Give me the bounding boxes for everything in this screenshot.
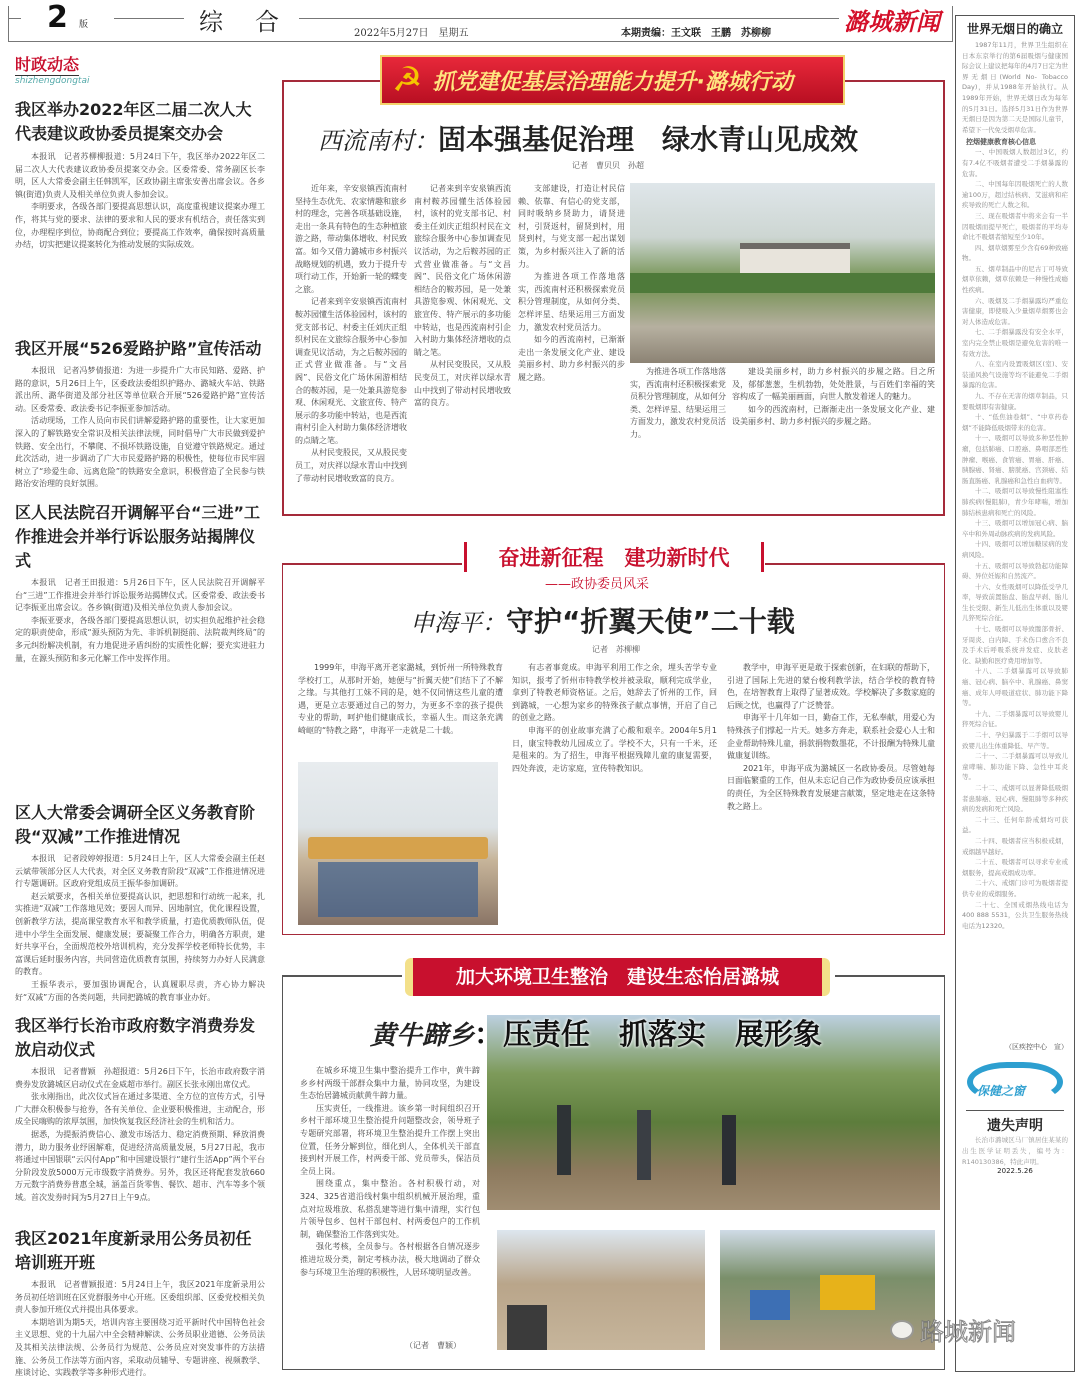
feature-3-headline	[370, 1012, 822, 1053]
feature-1-col-5	[732, 366, 935, 496]
sidebar-item: 十七、吸烟可以导致髋部骨折、牙周炎、白内障、手术伤口愈合不良及手术后呼吸系统并发症、皮肤老化、缺勤和医疗费用增加等。	[962, 625, 1068, 665]
divider	[282, 975, 402, 977]
sidebar-item: 二十五、吸烟者可以寻求专业戒烟服务，提高戒烟成功率。	[962, 858, 1068, 877]
paragraph: 记者来到辛安泉镇西流南村鞍苏园懂生活体验园村，该村的党支部书记、村委主任刘庆正组织村民在文旅综合服务中心参加调查见议活动，为之后鞍苏园的正式营业做准备。与“文昌阁”、民俗文化广场休闲游相结合的鞍苏园，是一处兼具游览参观、休闲观光、文旅宣传、特产展示的多功能中转站，也是西流南村引企入村助力集体经济增收的点睛之笔。	[295, 297, 407, 445]
paragraph: 记者来到辛安泉镇西流南村鞍苏园懂生活体验园村，该村的党支部书记、村委主任刘庆正组织村民在文旅综合服务中心参加调查见议活动，为之后鞍苏园的正式营业做准备。与“文昌阁”、民俗文化广场休闲游相结合的鞍苏园，是一处兼具游览参观、休闲观光、文旅宣传、特产展示的多功能中转站，也是西流南村引企入村助力集体经济增收的点睛之笔。	[414, 184, 511, 357]
feature-2-subbanner: ——政协委员风采	[545, 577, 650, 592]
paragraph: 有志者事竟成。申海平利用工作之余，埋头苦学专业知识，报考了忻州市特教学校并被录取，顺利完成学业，拿到了特教老师资格证。之后，她辞去了忻州的工作，回到潞城，一心想为家乡的特殊孩子献点事情，开启了自己的创业之路。	[512, 663, 717, 723]
paragraph: 本报讯 记者曹颖 孙超报道：5月26日下午，长治市政府数字消费券发放潞城区启动仪式在金威超市举行。副区长张永刚出席仪式。	[15, 1067, 265, 1089]
feature-3-body	[300, 1065, 480, 1335]
feature-3-banner: 加大环境卫生整治 建设生态怡居潞城	[405, 958, 830, 996]
paragraph: 建设美丽乡村，助力乡村振兴的步履之路。目之所及，郁郁葱葱，生机勃勃，处处胜景，与百姓们幸福的笑容构成了一幅美丽画面，向世人散发着迷人的魅力。	[732, 367, 935, 402]
watermark-text: 路城新闻	[920, 1318, 1016, 1346]
excavator-shape	[820, 1275, 875, 1310]
divider	[282, 563, 462, 565]
sidebar-item: 十三、吸烟可以增加冠心病、脑卒中和外周动脉疾病的发病风险。	[962, 519, 1068, 538]
paragraph: 近年来，辛安泉镇西流南村坚持生态优先、农家情趣和旅乡村的理念，完善各项基础设施，走出一条具有特色的生态种植旅游之路，带动集体增收、村民致富。如今又借力潞城市乡村振兴战略规划的机遇，致力于提升专项行动工作，开始新一轮的蝶变之旅。	[295, 184, 407, 294]
feature-1-col-4	[630, 366, 726, 496]
left-article-1	[15, 98, 265, 327]
article-body	[15, 577, 265, 791]
divider	[966, 1110, 1064, 1111]
paragraph: 申海平十几年如一日，勤奋工作，无私奉献，用爱心为特殊孩子们撑起一片天。她多方奔走，联系社会爱心人士和企业帮助特殊儿童，捐款捐物数墨花，不计报酬为特殊儿童做康复训练。	[727, 713, 935, 761]
headline-lead: 申海平：	[410, 609, 506, 637]
sidebar	[955, 15, 1075, 1372]
divider	[765, 563, 945, 565]
paragraph: 如今的西流南村，已渐渐走出一条发展文化产业、建设美丽乡村、助力乡村振兴的步履之路。	[732, 404, 935, 427]
paragraph: 2021年，申海平成为潞城区一名政协委员。尽管她每日面临繁重的工作，但从未忘记自己作为政协委员应该承担的责任，为全区特殊教育发展建言献策，坚定地走在这条特教之路上。	[727, 763, 935, 811]
paragraph: 长治市潞城区马厂镇居住某某的出生医学证明丢失，编号为：R140130386，特此声明。	[962, 1136, 1068, 1166]
headline-main: 固本强基促治理 绿水青山见成效	[438, 123, 859, 156]
sidebar-item: 六、吸烟及二手烟暴露均严重危害健康，即使吸入少量烟草烟雾也会对人体造成危害。	[962, 296, 1068, 326]
feature-1-col-3	[518, 183, 625, 498]
truck-shape	[750, 1290, 790, 1320]
sidebar-item: 九、不存在无害的烟草制品，只要吸烟即有害健康。	[962, 392, 1068, 411]
sidebar-title: 世界无烟日的确立	[966, 22, 1063, 36]
sidebar-item: 七、二手烟暴露没有安全水平，室内完全禁止吸烟是避免危害的唯一有效方法。	[962, 328, 1068, 358]
sidebar-item: 十四、吸烟可以增加糖尿病的发病风险。	[962, 540, 1068, 559]
sidebar-item: 四、烟草烟雾至少含有69种致癌物。	[962, 243, 1068, 263]
issue-date: 2022年5月27日 星期五	[354, 28, 469, 39]
article-title: 我区2021年度新录用公务员初任培训班开班	[15, 1229, 252, 1272]
worker-shape	[507, 1305, 547, 1350]
paragraph: 活动现场，工作人员向市民们讲解爱路护路的重要性，让大家更加深入的了解铁路安全常识及相关法律法规，同时倡导广大市民做到爱护铁路、安全出行，不攀爬、不损坏铁路设施，自觉遵守铁路规定。通过此次活动，进一步调动了广大市民爱路护路的积极性，使每位市民牢固树立了“珍爱生命、远离危险”的铁路安全意识，积极营造了全民参与铁路治安治理的良好氛围。	[15, 416, 265, 489]
paragraph: 为推进各项工作落地落实，西流南村还积极探索党员积分管理制度，从如何分类、怎样评星、结果运用三方面发力，激发农村党员活力。	[630, 367, 726, 439]
students-shape	[318, 862, 478, 917]
left-article-6	[15, 1227, 265, 1378]
paragraph: 在城乡环境卫生集中整治提升工作中，黄牛蹄乡乡村两级干部群众集中力量，协同攻坚，为建设生态怡居潞城贡献黄牛蹄力量。	[300, 1066, 480, 1101]
sidebar-item: 八、在室内设置吸烟区(室)、安装通风换气设施等均不能避免二手烟暴露的危害。	[962, 360, 1068, 390]
column-tag-block	[15, 52, 265, 86]
article-title: 我区开展“526爱路护路”宣传活动	[15, 339, 262, 358]
paragraph: 张永刚指出，此次仪式旨在通过多渠道、全方位的宣传方式，引导广大群众积极参与抢券，各有关单位、企业要积极推进，主动配合，形成全民嗨购的浓厚氛围，加快恢复我区经济社会的生机和活力。	[15, 1092, 265, 1127]
paragraph: 李振亚要求，各级各部门要提高思想认识，切实担负起维护社会稳定的职责使命，形成“源头预防为先、非诉机制挺前、法院裁判终局”的多元纠纷解决机制，有力地促进矛盾纠纷的实质性化解；要充实进驻力量，在源头预防和多元化解工作中发挥作用。	[15, 615, 265, 663]
feature-2-headline	[410, 600, 795, 640]
paragraph: 赵云斌要求，各相关单位要提高认识，把思想和行动统一起来，扎实推进“双减”工作落地见效；要因人而异、因地制宜，优化课程设置，创新教学方法，提高课堂教育水平和教学质量，打造优质教师队伍，促进中小学生全面发展、健康发展；要凝聚工作合力，明确各方职责，建好共享平台，全面规范校外培训机构，充分发挥学校老师特长优势，丰富课后延时服务内容，共同营造优质教育氛围，持续努力办好人民满意的教育。	[15, 891, 265, 977]
sidebar-item: 十八、二手烟暴露可以导致肺癌、冠心病、脑卒中、乳腺癌、鼻窦癌、成年人呼吸道症状、肺功能下降等。	[962, 667, 1068, 708]
desk-shape	[308, 837, 488, 859]
sidebar-subhead: 控烟健康教育核心信息	[966, 138, 1036, 147]
sidebar-item: 三、现在吸烟者中将来会有一半因吸烟而提早死亡，吸烟者的平均寿命比不吸烟者缩短至少10年。	[962, 211, 1068, 242]
sidebar-credit: （区疾控中心 宣）	[1005, 1043, 1068, 1052]
worker-shape	[557, 1105, 571, 1175]
sidebar-item: 二十七、全国戒烟热线电话为400 888 5531，公共卫生服务热线电话为12320。	[962, 900, 1068, 930]
article-title: 区人大常委会调研全区义务教育阶段“双减”工作推进情况	[15, 803, 256, 846]
left-article-5	[15, 1014, 265, 1217]
sidebar-item: 二十二、戒烟可以显著降低吸烟者患肺癌、冠心病、慢阻肺等多种疾病的发病和死亡风险。	[962, 783, 1068, 814]
page-unit: 版	[79, 20, 89, 30]
paragraph: 据悉，为提振消费信心、激发市场活力、稳定消费预期、释放消费潜力，助力服务业纾困解难，促进经济高质量发展，5月27日起，我市将通过中国银联“云闪付App”和中国建设银行“建行生活App”两个平台分阶段发放5000万元市级数字消费券。另外，我区还将配套发放660万元数字消费券普惠全城，涵盖百货零售、餐饮、超市、汽车等多个领域。首次发券时间为5月27日上午9点。	[15, 1129, 265, 1202]
page-number: 2	[47, 0, 68, 35]
byline: 记者 苏柳柳	[592, 645, 640, 654]
headline-lead: 西流南村：	[318, 127, 438, 155]
wechat-watermark	[890, 1312, 1016, 1347]
paragraph: 为推进各项工作落地落实，西流南村还积极探索党员积分管理制度，从如何分类、怎样评星、结果运用三方面发力，激发农村党员活力。	[518, 272, 625, 332]
sidebar-item: 十九、二手烟暴露可以导致婴儿猝死综合征。	[962, 709, 1068, 729]
sidebar-item: 十、“低焦油卷烟”、“中草药卷烟”不能降低吸烟带来的危害。	[962, 413, 1068, 432]
paragraph: 本报讯 记者王田报道：5月26日下午，区人民法院召开调解平台“三进”工作推进会并举行诉讼服务站揭牌仪式。区委常委、政法委书记李振亚出席会议。各乡镇(街道)及相关单位负责人参加会议。	[15, 578, 265, 613]
byline: 记者 曹贝贝 孙超	[572, 161, 644, 170]
page-header	[8, 0, 953, 42]
feature-2-banner: 奋进新征程 建功新时代	[464, 542, 764, 572]
feature-1-headline	[318, 118, 858, 158]
sidebar-item: 二、中国每年因吸烟死亡的人数逾100万，超过结核病、艾滋病和疟疾导致的死亡人数之和。	[962, 180, 1068, 210]
paragraph: 王振华表示，要加强协调配合，认真履职尽责，齐心协力解决好“双减”方面的各类问题，共同把潞城的教育事业办好。	[15, 979, 265, 1002]
article-title: 我区举办2022年区二届二次人大代表建议政协委员提案交办会	[15, 100, 252, 143]
feature-2-col-1	[298, 662, 503, 757]
sidebar-item: 十二、吸烟可以导致慢性阻塞性肺疾病(慢阻肺)，青少年哮喘，增加肺结核患病和死亡的风险。	[962, 487, 1068, 517]
notice-title: 遗失声明	[987, 1118, 1043, 1135]
paragraph: 强化考核，全员参与。各村根据各自情况逐步推进垃圾分类，制定考核办法，极大地调动了群众参与环境卫生治理的积极性，人居环境明显改善。	[300, 1242, 480, 1277]
feature-1-col-1	[295, 183, 407, 498]
article-title: 区人民法院召开调解平台“三进”工作推进会并举行诉讼服务站揭牌仪式	[15, 503, 261, 570]
headline-main: ：压责任 抓落实 展形象	[474, 1017, 823, 1051]
article-body	[15, 1279, 265, 1378]
paragraph: 本报讯 记者苏柳柳报道：5月24日下午，我区举办2022年区二届二次人大代表建议政协委员提案交办会。区委常委、常务副区长李明，区人大常委会副主任韩凯军，区政协副主席张安善出席会议。各乡镇(街道)负责人及相关单位负责人参加会议。	[15, 152, 265, 199]
feature-2-col-3	[727, 662, 935, 927]
feature-3-credit: （记者 曹颖）	[405, 1341, 461, 1350]
sidebar-item: 二十、孕妇暴露于二手烟可以导致婴儿出生体重降低、早产等。	[962, 731, 1068, 750]
sidebar-item: 十六、女性吸烟可以降低受孕几率，导致前置胎盘、胎盘早剥、胎儿生长受限、新生儿低出生体重以及婴儿猝死综合征。	[962, 582, 1068, 623]
left-column	[15, 98, 265, 1378]
sidebar-items	[962, 147, 1068, 1042]
rubble-photo	[497, 1230, 705, 1350]
headline-lead: 黄牛蹄乡	[370, 1021, 475, 1051]
sidebar-intro	[962, 40, 1068, 135]
banner-text: 抓党建促基层治理能力提升·潞城行动	[432, 69, 793, 95]
paragraph: 围绕重点，集中整治。各村积极行动，对324、325省道沿线村集中组织机械开展治理，重点对垃圾堆放、私搭乱建等进行集中清理，实行包片领导包乡、包村干部包村、村两委包户的工作机制，确保整治工作落到实处。	[300, 1179, 480, 1239]
paragraph: 压实责任，一线推进。该乡第一时间组织召开乡村干部环境卫生整治提升问题整改会，领导班子专题研究部署，将环境卫生整治提升工作摆上突出位置，任务分解到位，细化到人，全体机关干部直接到村开展工作，村两委干部、党员带头，保洁员全员上岗。	[300, 1103, 480, 1176]
paragraph: 本期培训为期5天，培训内容主要围绕习近平新时代中国特色社会主义思想、党的十九届六中全会精神解读、公务员职业道德、公务员法及其相关法律法规、公务员行为规范、公务员应对突发事件的方法措施、公务员工作法等方面内容，采取动员辅导、专题讲座、视频教学、座谈讨论、实践教学等多种形式进行。	[15, 1317, 265, 1378]
classroom-photo	[298, 762, 498, 925]
logo-text: 保健之窗	[977, 1084, 1026, 1099]
sidebar-item: 五、烟草制品中的尼古丁可导致烟草依赖，烟草依赖是一种慢性成瘾性疾病。	[962, 264, 1068, 295]
paragraph: 本报讯 记者曹颖报道：5月24日上午，我区2021年度新录用公务员初任培训班在区党群服务中心开班。区委组织部、区委党校相关负责人参加开班仪式并提出具体要求。	[15, 1280, 265, 1315]
paragraph: 李明要求，各级各部门要提高思想认识，高度重视建议提案办理工作，将其与党的要求、法律的要求和人民的要求有机结合，责任落实到位，办理程序到位，协商配合到位；要提高工作效率，确保按时高质量办结，切实把建议提案转化为推动发展的实际成效。	[15, 202, 265, 250]
sidebar-item: 一、中国吸烟人数超过3亿，约有7.4亿不吸烟者遭受二手烟暴露的危害。	[962, 148, 1068, 178]
sidebar-item: 二十一、二手烟暴露可以导致儿童哮喘、肺功能下降、急性中耳炎等。	[962, 752, 1068, 782]
article-body	[15, 365, 265, 491]
feature-2-col-2	[512, 662, 717, 927]
column-tag: 时政动态	[15, 52, 79, 76]
paragraph: 本报讯 记者冯梦倩报道：为进一步提升广大市民知路、爱路、护路的意识，5月26日上午，区委政法委组织护路办、潞城火车站、铁路派出所、潞华街道及部分社区等单位联合开展“526爱路护路”宣传活动。区委常委、政法委书记李振亚参加活动。	[15, 366, 265, 413]
hammer-sickle-icon: ☭	[392, 60, 423, 100]
paragraph: 1999年，申海平离开老家潞城，到忻州一所特殊教育学校打工，从那时开始，她便与“折翼天使”们结下了不解之缘。与其他打工妹不同的是，她不仅同情这些儿童的遭遇，更是立志要通过自己的努力，为更多不幸的孩子提供专业的帮助，呵护他们健康成长，幸福人生。而这条充满崎岖的“特教之路”，申海平一走就是二十载。	[298, 663, 503, 735]
sidebar-item: 二十六、戒烟门诊可为吸烟者提供专业的戒烟服务。	[962, 879, 1068, 898]
article-body	[15, 1066, 265, 1217]
paragraph: 支部建设，打造让村民信赖、依靠、有信心的党支部，同时吸纳乡贤助力，请贤进村，引贤返村，留贤到村，用贤到村，与党支部一起出谋划策，为乡村振兴注入了新的活力。	[518, 184, 625, 269]
left-article-2	[15, 337, 265, 491]
left-article-3	[15, 501, 265, 791]
worker-shape	[722, 1115, 736, 1185]
paragraph: 申海平的创业故事充满了心酸和艰辛。2004年5月1日，康宝特教幼儿园成立了。学校不大，只有一千米，还是租来的。为了招生，申海平根据残障儿童的康复需要，四处奔波，走访家庭，宣传特教知识。	[512, 725, 717, 773]
article-body	[15, 853, 265, 1004]
column-pinyin: shizhengdongtai	[15, 76, 90, 86]
masthead-logo: 潞城新闻	[844, 7, 940, 36]
editors: 本期责编：王文联 王鹏 苏柳柳	[621, 28, 771, 39]
paragraph: 从村民变股民，又从股民变员工，对庆祥以绿水青山中找到了带动村民增收致富的良方。	[295, 448, 407, 483]
worker-shape	[637, 1110, 651, 1180]
paragraph: 从村民变股民，又从股民变员工，对庆祥以绿水青山中找到了带动村民增收致富的良方。	[414, 360, 511, 408]
sidebar-item: 二十四、吸烟者应当积极戒烟，戒烟越早越好。	[962, 836, 1068, 856]
health-column-logo	[967, 1062, 1063, 1102]
divider	[835, 975, 945, 977]
feature-1-banner	[380, 55, 845, 105]
paragraph: 本报讯 记者段婷婷报道：5月24日上午，区人大常委会副主任赵云斌带领部分区人大代表，对全区义务教育阶段“双减”工作推进情况进行专题调研。区政府党组成员王振华参加调研。	[15, 854, 265, 889]
section-name: 综 合	[199, 8, 283, 36]
paragraph: 1987年11月，世界卫生组织在日本东京举行的第6届吸烟与健康国际会议上建议把每年的4月7日定为世界无烟日(World No- Tobacco Day)，并从1988年开始执行。从1989年开始，世界无烟日改为每年的5月31日。选择5月31日作为世界无烟日是因为第二天是国际儿童节，希望下一代免受烟草危害。	[962, 41, 1068, 134]
sidebar-item: 二十三、任何年龄戒烟均可获益。	[962, 815, 1068, 835]
paragraph: 教学中，申海平更是敢于探索创新，在妇联的帮助下，引进了国际上先进的蒙台梭利教学法，结合学校的教育特色，在培智教育上取得了显著成效。学校解决了多数家庭的后顾之忧，也赢得了广泛赞誉。	[727, 663, 935, 710]
article-title: 我区举行长治市政府数字消费券发放启动仪式	[15, 1016, 256, 1059]
feature-1-col-2	[414, 183, 511, 498]
wechat-icon	[890, 1320, 914, 1340]
paragraph: 如今的西流南村，已渐渐走出一条发展文化产业、建设美丽乡村、助力乡村振兴的步履之路。	[518, 335, 625, 382]
notice-body	[962, 1135, 1068, 1167]
sidebar-item: 十一、吸烟可以导致多种恶性肿瘤，包括肺癌、口腔癌、鼻咽部恶性肿瘤、喉癌、食管癌、胃癌、肝癌、胰腺癌、肾癌、膀胱癌、宫颈癌、结肠直肠癌、乳腺癌和急性白血病等。	[962, 434, 1068, 485]
tree-line	[630, 273, 935, 293]
sidebar-item: 十五、吸烟可以导致勃起功能障碍、异位妊娠和自然流产。	[962, 561, 1068, 581]
village-photo	[630, 183, 935, 363]
article-body	[15, 151, 265, 327]
left-article-4	[15, 801, 265, 1004]
headline-main: 守护“折翼天使”二十载	[506, 605, 795, 638]
notice-date: 2022.5.26	[997, 1167, 1033, 1176]
